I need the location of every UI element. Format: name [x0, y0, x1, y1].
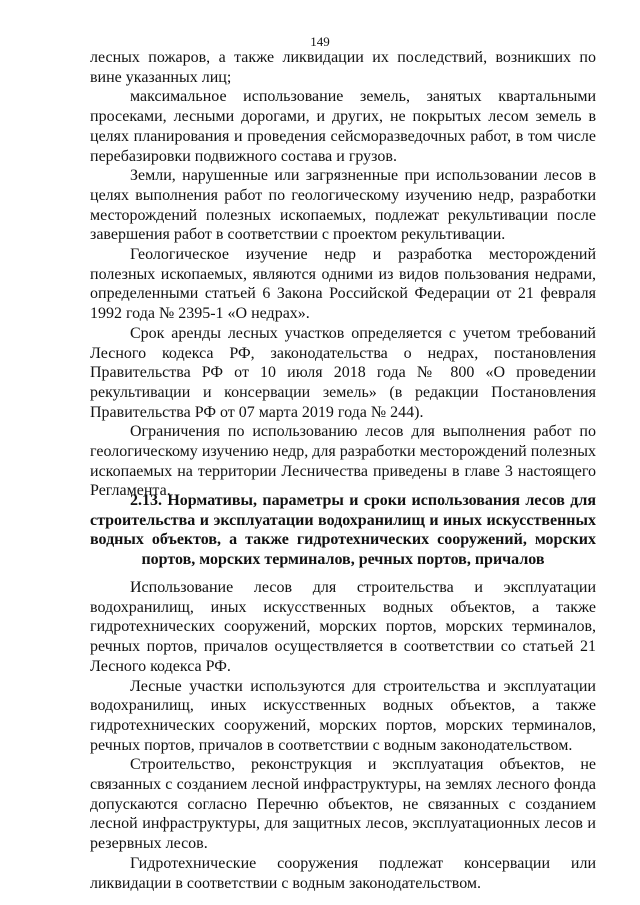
body-text-upper — [90, 48, 596, 501]
section-heading-text: 2.13. Нормативы, параметры и сроки использования лесов для строительства и эксплуатации водохранилищ и иных искусственных водных объектов, а также гидротехнических сооружений, морских портов, морских терминалов, речных портов, причалов — [90, 492, 596, 569]
paragraph: Использование лесов для строительства и эксплуатации водохранилищ, иных искусственных водных объектов, а также гидротехнических сооружений, морских портов, морских терминалов, речных портов, причалов осуществляется в соответствии со статьей 21 Лесного кодекса РФ. — [90, 579, 596, 675]
paragraph: Геологическое изучение недр и разработка месторождений полезных ископаемых, являются одними из видов пользования недрами, определенными статьей 6 Закона Российской Федерации от 21 февраля 1992 года № 2395-1 «О недрах». — [90, 246, 596, 323]
paragraph: максимальное использование земель, занятых квартальными просеками, лесными дорогами, и других, не покрытых лесом земель в целях планирования и проведения сейсморазведочных работ, в том числе перебазировки подвижного состава и грузов. — [90, 88, 596, 165]
paragraph: Лесные участки используются для строительства и эксплуатации водохранилищ, иных искусственных водных объектов, а также гидротехнических сооружений, морских портов, морских терминалов, речных портов, причалов в соответствии с водным законодательством. — [90, 677, 596, 754]
paragraph: Ограничения по использованию лесов для выполнения работ по геологическому изучению недр, для разработки месторождений полезных ископаемых на территории Лесничества приведены в главе 3 настоящего Регламента. — [90, 423, 596, 500]
section-heading — [90, 491, 596, 570]
paragraph: Строительство, реконструкция и эксплуатация объектов, не связанных с созданием лесной инфраструктуры, на землях лесного фонда допускаются согласно Перечню объектов, не связанных с созданием лесной инфраструктуры, для защитных лесов, эксплуатационных лесов и резервных лесов. — [90, 756, 596, 853]
paragraph: Земли, нарушенные или загрязненные при использовании лесов в целях выполнения работ по геологическому изучению недр, разработки месторождений полезных ископаемых, подлежат рекультивации после завершения работ в соответствии с проектом рекультивации. — [90, 167, 596, 244]
page-number: 149 — [310, 34, 330, 49]
paragraph: лесных пожаров, а также ликвидации их последствий, возникших по вине указанных лиц; — [90, 49, 596, 86]
paragraph: Гидротехнические сооружения подлежат консервации или ликвидации в соответствии с водным законодательством. — [90, 854, 596, 892]
paragraph: Срок аренды лесных участков определяется с учетом требований Лесного кодекса РФ, законодательства о недрах, постановления Правительства РФ от 10 июля 2018 года № 800 «О проведении рекультивации и консервации земель» (в редакции Постановления Правительства РФ от 07 марта 2019 года № 244). — [90, 324, 596, 421]
body-text-lower — [90, 578, 596, 893]
